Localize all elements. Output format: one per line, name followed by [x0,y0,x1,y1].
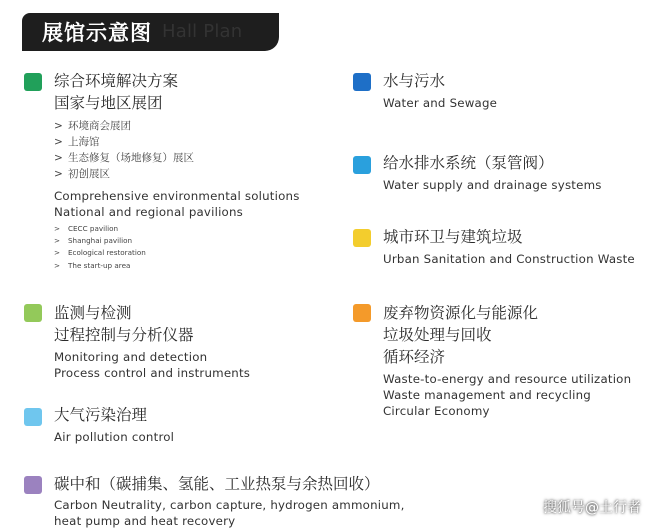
section-title: 循环经济 [383,348,446,366]
section-title: 给水排水系统（泵管阀） [383,154,554,172]
section-en: Circular Economy [383,404,490,418]
color-swatch-orange [353,304,371,322]
sub-item-en: > Ecological restoration [54,248,146,258]
section-title: 监测与检测 [54,304,132,322]
section-en: Waste-to-energy and resource utilization [383,372,632,386]
section-carbon-neutrality [54,473,405,529]
section-en: heat pump and heat recovery [54,514,236,528]
color-swatch-skyblue [24,408,42,426]
section-title: 城市环卫与建筑垃圾 [383,228,523,246]
section-air-pollution [54,404,174,445]
section-title: 水与污水 [383,72,446,90]
section-en: Monitoring and detection [54,350,208,364]
section-title: 综合环境解决方案 [54,72,179,90]
sub-item: > 生态修复（场地修复）展区 [54,152,194,164]
section-title: 过程控制与分析仪器 [54,326,194,344]
color-swatch-lightblue [353,156,371,174]
section-title: 大气污染治理 [54,406,148,424]
watermark-text: 搜狐号@土行者 [543,500,641,516]
section-en: Process control and instruments [54,366,251,380]
section-en: National and regional pavilions [54,205,243,219]
section-water-sewage [383,70,497,111]
color-swatch-blue [353,73,371,91]
color-swatch-yellow [353,229,371,247]
sub-item: > 上海馆 [54,136,100,148]
section-en: Urban Sanitation and Construction Waste [383,252,635,266]
color-swatch-lightgreen [24,304,42,322]
section-en: Water and Sewage [383,96,498,110]
section-en: Water supply and drainage systems [383,178,602,192]
section-urban-sanitation [383,226,635,267]
header-title-en: Hall Plan [162,21,243,42]
section-water-supply [383,152,602,193]
section-waste-energy [383,302,631,419]
sub-item-en: > Shanghai pavilion [54,236,133,246]
sub-item-en: > The start-up area [54,260,131,270]
section-en: Air pollution control [54,430,175,444]
section-en: Waste management and recycling [383,388,591,402]
section-title: 国家与地区展团 [54,94,163,112]
section-en: Comprehensive environmental solutions [54,189,300,203]
section-en: Carbon Neutrality, carbon capture, hydrogen ammonium, [54,498,405,512]
section-title: 废弃物资源化与能源化 [383,304,539,322]
section-title: 垃圾处理与回收 [383,326,492,344]
hall-plan-header [22,13,279,51]
color-swatch-green [24,73,42,91]
color-swatch-purple [24,476,42,494]
sub-item: > 初创展区 [54,168,110,180]
section-monitoring [54,302,250,381]
header-title-zh: 展馆示意图 [42,21,152,45]
sub-item: > 环境商会展团 [54,120,131,132]
section-title: 碳中和（碳捕集、氢能、工业热泵与余热回收） [54,475,380,493]
section-comprehensive [54,70,300,272]
sub-item-en: > CECC pavilion [54,224,119,233]
